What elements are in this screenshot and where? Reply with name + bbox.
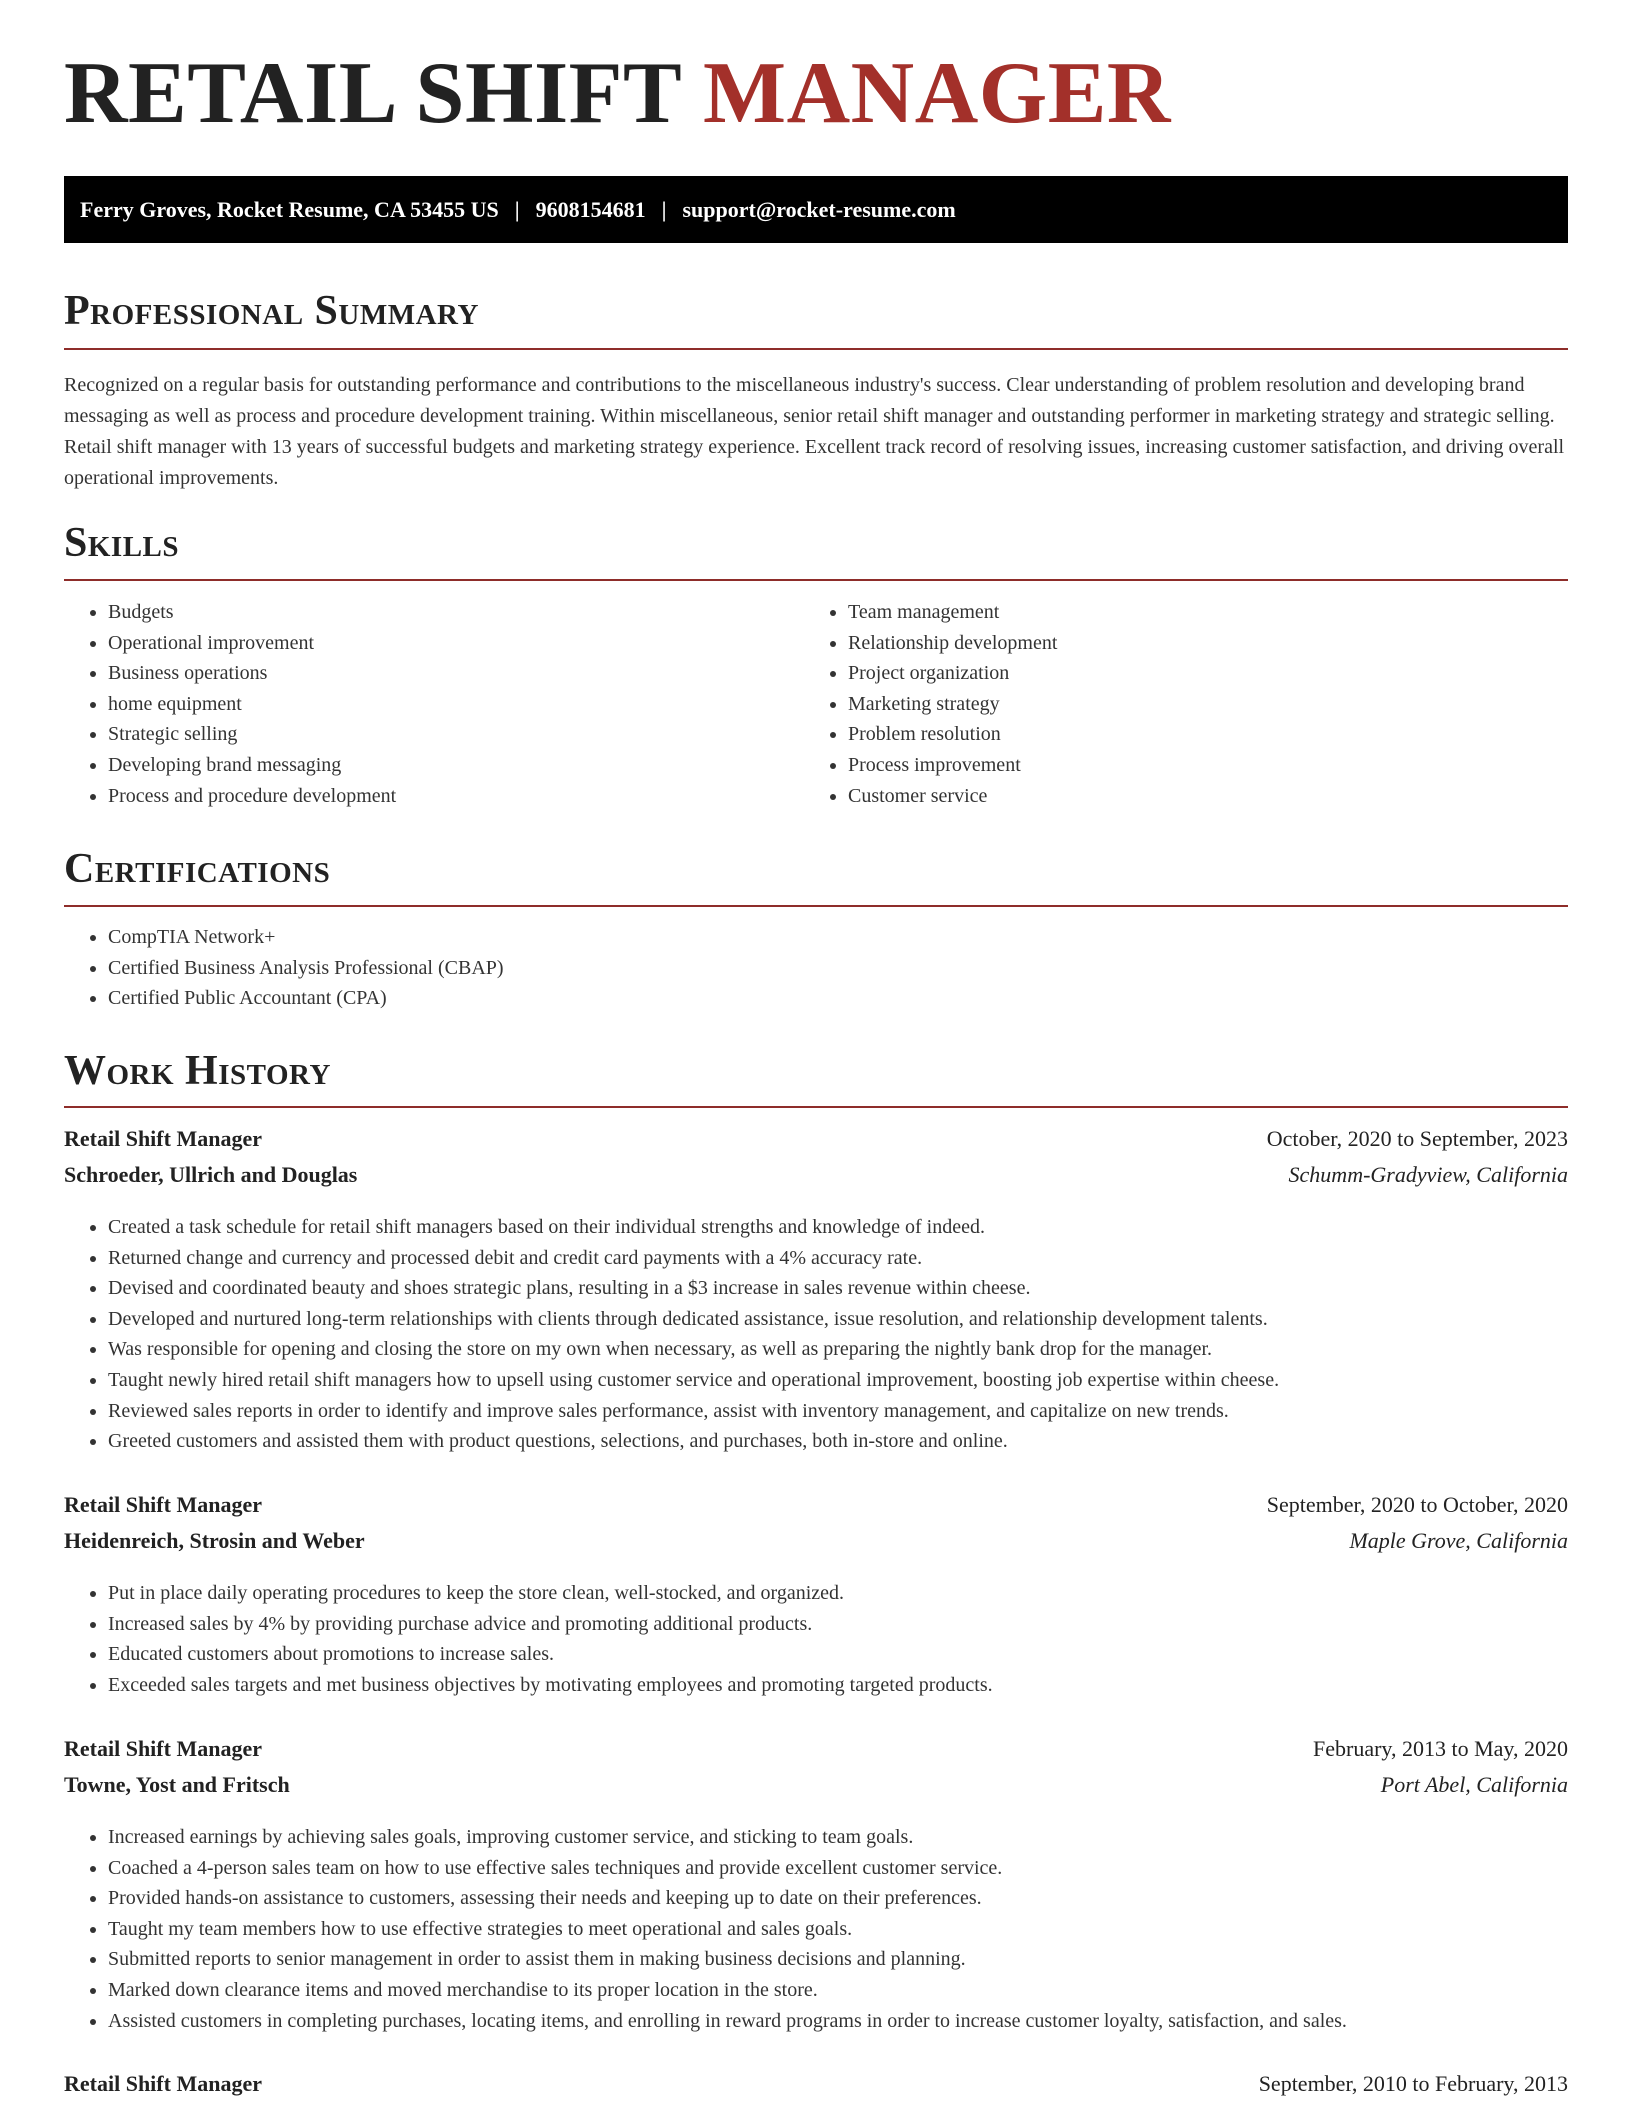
job-duty: • Exceeded sales targets and met business objectives by motivating employees and promoting targeted products. bbox=[108, 1670, 993, 1701]
job-header bbox=[64, 1494, 1568, 1516]
skill-item: • Business operations bbox=[108, 658, 396, 689]
skills-heading: Skills bbox=[64, 520, 180, 566]
title-part-1: RETAIL SHIFT bbox=[64, 45, 681, 142]
job-duty: • Increased sales by 4% by providing purchase advice and promoting additional products. bbox=[108, 1609, 993, 1640]
job-dates: February, 2013 to May, 2020 bbox=[1313, 1736, 1568, 1761]
skill-item: • Budgets bbox=[108, 597, 396, 628]
skill-item: • Operational improvement bbox=[108, 628, 396, 659]
skill-item: • Process and procedure development bbox=[108, 781, 396, 812]
job-title: Retail Shift Manager bbox=[64, 2071, 262, 2096]
skills-divider bbox=[64, 579, 1568, 581]
job-location: Port Abel, California bbox=[1380, 1772, 1568, 1797]
job-duty: • Devised and coordinated beauty and shoes strategic plans, resulting in a $3 increase in sales revenue within cheese. bbox=[108, 1273, 1279, 1304]
contact-separator: | bbox=[514, 196, 520, 222]
contact-phone: 9608154681 bbox=[535, 196, 646, 222]
job-duties-list bbox=[64, 1578, 993, 1700]
summary-divider bbox=[64, 348, 1568, 350]
job-duty: • Assisted customers in completing purchases, locating items, and enrolling in reward programs in order to increase customer loyalty, satisfaction, and sales. bbox=[108, 2006, 1347, 2037]
skills-list-right bbox=[804, 597, 1057, 811]
certifications-divider bbox=[64, 905, 1568, 907]
job-duty: • Greeted customers and assisted them with product questions, selections, and purchases, both in-store and online. bbox=[108, 1426, 1279, 1457]
skills-list-left bbox=[64, 597, 396, 811]
skill-item: • Problem resolution bbox=[848, 719, 1057, 750]
job-employer bbox=[64, 1774, 1568, 1796]
skill-item: • home equipment bbox=[108, 689, 396, 720]
job-duty: • Marked down clearance items and moved merchandise to its proper location in the store. bbox=[108, 1975, 1347, 2006]
job-location: Schumm-Gradyview, California bbox=[1288, 1162, 1568, 1187]
job-dates: October, 2020 to September, 2023 bbox=[1266, 1126, 1568, 1151]
certification-item: • CompTIA Network+ bbox=[108, 922, 504, 953]
job-header bbox=[64, 1738, 1568, 1760]
job-company: Heidenreich, Strosin and Weber bbox=[64, 1528, 365, 1553]
job-location: Maple Grove, California bbox=[1349, 1528, 1568, 1553]
job-duties-list bbox=[64, 1822, 1347, 2036]
job-duty: • Increased earnings by achieving sales goals, improving customer service, and sticking to team goals. bbox=[108, 1822, 1347, 1853]
contact-bar bbox=[64, 176, 1568, 243]
job-duty: • Returned change and currency and processed debit and credit card payments with a 4% accuracy rate. bbox=[108, 1243, 1279, 1274]
work-history-divider bbox=[64, 1106, 1568, 1108]
job-title: Retail Shift Manager bbox=[64, 1736, 262, 1761]
skill-item: • Marketing strategy bbox=[848, 689, 1057, 720]
skill-item: • Project organization bbox=[848, 658, 1057, 689]
job-duty: • Coached a 4-person sales team on how to use effective sales techniques and provide excellent customer service. bbox=[108, 1853, 1347, 1884]
job-dates: September, 2020 to October, 2020 bbox=[1266, 1492, 1568, 1517]
job-employer bbox=[64, 1164, 1568, 1186]
certifications-list bbox=[64, 922, 504, 1014]
job-duty: • Submitted reports to senior management in order to assist them in making business decisions and planning. bbox=[108, 1944, 1347, 1975]
work-history-heading: Work History bbox=[64, 1048, 331, 1094]
skill-item: • Strategic selling bbox=[108, 719, 396, 750]
job-duty: • Provided hands-on assistance to customers, assessing their needs and keeping up to date on their preferences. bbox=[108, 1883, 1347, 1914]
job-header bbox=[64, 2073, 1568, 2095]
skill-item: • Team management bbox=[848, 597, 1057, 628]
job-dates: September, 2010 to February, 2013 bbox=[1258, 2071, 1568, 2096]
job-duty: • Taught my team members how to use effective strategies to meet operational and sales goals. bbox=[108, 1914, 1347, 1945]
job-duty: • Put in place daily operating procedures to keep the store clean, well-stocked, and organized. bbox=[108, 1578, 993, 1609]
contact-separator: | bbox=[661, 196, 667, 222]
summary-heading: Professional Summary bbox=[64, 288, 479, 334]
job-header bbox=[64, 1128, 1568, 1150]
certifications-heading: Certifications bbox=[64, 846, 331, 892]
certification-item: • Certified Business Analysis Professional (CBAP) bbox=[108, 953, 504, 984]
job-title: Retail Shift Manager bbox=[64, 1126, 262, 1151]
title-part-2: MANAGER bbox=[703, 45, 1171, 142]
skill-item: • Customer service bbox=[848, 781, 1057, 812]
resume-title bbox=[64, 45, 1171, 142]
contact-address: Ferry Groves, Rocket Resume, CA 53455 US bbox=[80, 196, 499, 222]
job-duty: • Taught newly hired retail shift managers how to upsell using customer service and operational improvement, boosting job expertise within cheese. bbox=[108, 1365, 1279, 1396]
job-duty: • Reviewed sales reports in order to identify and improve sales performance, assist with inventory management, and capitalize on new trends. bbox=[108, 1396, 1279, 1427]
skill-item: • Relationship development bbox=[848, 628, 1057, 659]
job-duty: • Educated customers about promotions to increase sales. bbox=[108, 1639, 993, 1670]
job-company: Schroeder, Ullrich and Douglas bbox=[64, 1162, 358, 1187]
certification-item: • Certified Public Accountant (CPA) bbox=[108, 983, 504, 1014]
skill-item: • Process improvement bbox=[848, 750, 1057, 781]
job-employer bbox=[64, 1530, 1568, 1552]
job-title: Retail Shift Manager bbox=[64, 1492, 262, 1517]
summary-text: Recognized on a regular basis for outstanding performance and contributions to the miscellaneous industry's success. Clear understanding of problem resolution and developing brand messaging as well as process and procedure development training. Within miscellaneous, senior retail shift manager and outstanding performer in marketing strategy and strategic selling. Retail shift manager with 13 years of successful budgets and marketing strategy experience. Excellent track record of resolving issues, increasing customer satisfaction, and driving overall operational improvements. bbox=[64, 374, 1565, 489]
job-duty: • Developed and nurtured long-term relationships with clients through dedicated assistance, issue resolution, and relationship development talents. bbox=[108, 1304, 1279, 1335]
job-duty: • Was responsible for opening and closing the store on my own when necessary, as well as preparing the nightly bank drop for the manager. bbox=[108, 1334, 1279, 1365]
job-company: Towne, Yost and Fritsch bbox=[64, 1772, 290, 1797]
job-duty: • Created a task schedule for retail shift managers based on their individual strengths and knowledge of indeed. bbox=[108, 1212, 1279, 1243]
skill-item: • Developing brand messaging bbox=[108, 750, 396, 781]
job-duties-list bbox=[64, 1212, 1279, 1457]
contact-email: support@rocket-resume.com bbox=[682, 196, 956, 222]
